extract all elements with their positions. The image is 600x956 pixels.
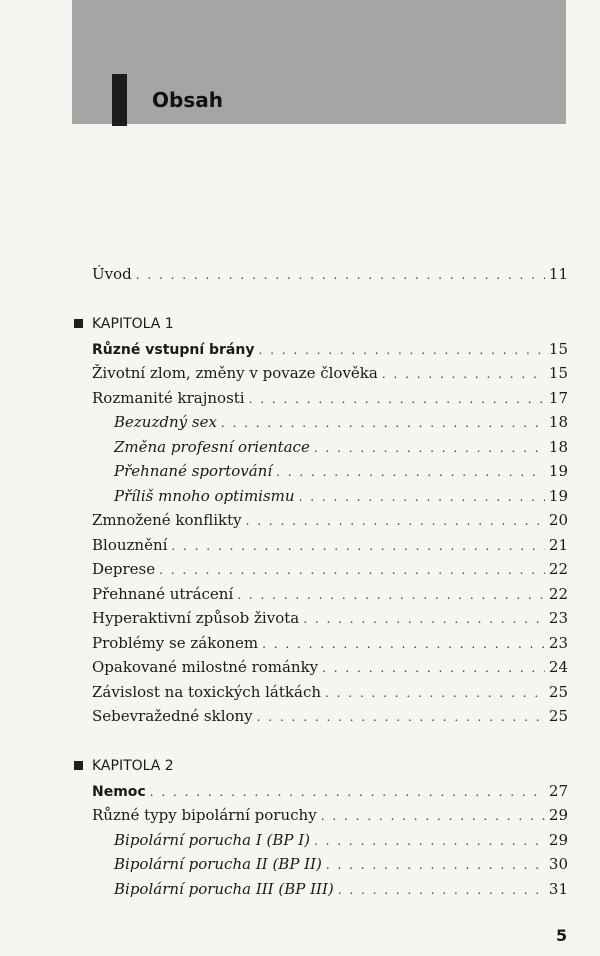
toc-entry-label: Bipolární porucha I (BP I)	[114, 830, 311, 849]
chapter-label: KAPITOLA 2	[92, 757, 174, 774]
toc-entry-label: Bezuzdný sex	[114, 413, 217, 431]
toc-entry-page: 19	[548, 486, 568, 505]
dot-leader	[321, 804, 545, 829]
toc-entry-page: 30	[548, 855, 568, 873]
toc-entry-page: 18	[548, 437, 568, 456]
toc-entry-page: 20	[548, 511, 568, 529]
dot-leader	[326, 853, 545, 878]
page-number: 5	[556, 926, 568, 945]
chapter-label: KAPITOLA 1	[92, 315, 174, 332]
toc-entry	[92, 508, 568, 533]
toc-entry	[92, 828, 568, 853]
toc-entry	[92, 484, 568, 509]
square-bullet-icon	[74, 319, 83, 328]
dot-leader	[257, 705, 545, 730]
dot-leader	[314, 829, 545, 854]
chapter-heading	[92, 753, 568, 779]
toc-entry-label: Příliš mnoho optimismu	[114, 486, 295, 505]
square-bullet-icon	[74, 761, 83, 770]
toc-entry-label: Přehnané sportování	[114, 462, 273, 480]
toc-entry-page: 29	[548, 830, 568, 849]
toc-entry-page: 25	[548, 707, 568, 725]
toc-entry-label: Deprese	[92, 560, 156, 578]
toc-entry	[92, 435, 568, 460]
toc-entry-page: 21	[548, 535, 568, 554]
toc-entry-page: 11	[548, 265, 568, 283]
dot-leader	[159, 558, 545, 583]
toc-entry-page: 18	[548, 413, 568, 431]
toc-entry-label: Sebevražedné sklony	[92, 707, 253, 725]
toc-entry-label: Opakované milostné románky	[92, 658, 319, 676]
toc-entry-page: 27	[548, 781, 568, 800]
dot-leader	[221, 411, 545, 436]
toc-entry-label: Nemoc	[92, 783, 146, 800]
dot-leader	[246, 509, 545, 534]
toc-entry-page: 19	[548, 462, 568, 480]
toc-entry	[92, 557, 568, 582]
toc-entry	[92, 704, 568, 729]
toc-entry-page: 23	[548, 609, 568, 627]
chapter-spacer	[92, 287, 568, 311]
toc-entry-label: Různé vstupní brány	[92, 341, 255, 358]
toc-entry	[92, 337, 568, 362]
dot-leader	[299, 485, 545, 510]
page-title: Obsah	[152, 88, 223, 112]
toc-entry	[92, 410, 568, 435]
toc-entry-page: 23	[548, 633, 568, 652]
toc-entry	[92, 655, 568, 680]
dot-leader	[237, 583, 545, 608]
toc-entry-label: Hyperaktivní způsob života	[92, 609, 300, 627]
dot-leader	[325, 681, 545, 706]
toc-entry-label: Úvod	[92, 265, 132, 283]
table-of-contents	[92, 262, 568, 901]
dot-leader	[276, 460, 545, 485]
dot-leader	[150, 780, 545, 805]
toc-entry	[92, 262, 568, 287]
toc-entry	[92, 582, 568, 607]
toc-entry-page: 29	[548, 806, 568, 824]
toc-entry-label: Různé typy bipolární poruchy	[92, 806, 317, 824]
toc-entry	[92, 680, 568, 705]
toc-entry-label: Bipolární porucha II (BP II)	[114, 855, 322, 873]
header-band	[72, 0, 566, 124]
toc-entry	[92, 877, 568, 902]
toc-entry-label: Přehnané utrácení	[92, 584, 234, 603]
toc-entry-label: Zmnožené konflikty	[92, 511, 242, 529]
header-accent-bar	[112, 74, 127, 126]
dot-leader	[322, 656, 545, 681]
toc-entry-page: 15	[548, 339, 568, 358]
toc-entry-label: Závislost na toxických látkách	[92, 682, 321, 701]
toc-entry-label: Změna profesní orientace	[114, 437, 310, 456]
toc-entry	[92, 533, 568, 558]
toc-entry-label: Rozmanité krajnosti	[92, 388, 245, 407]
dot-leader	[262, 632, 545, 657]
toc-entry-label: Bipolární porucha III (BP III)	[114, 879, 334, 898]
toc-entry-label: Blouznění	[92, 535, 168, 554]
toc-entry-page: 22	[548, 560, 568, 578]
dot-leader	[249, 387, 545, 412]
toc-entry-page: 15	[548, 364, 568, 382]
toc-entry	[92, 631, 568, 656]
toc-entry-page: 31	[548, 879, 568, 898]
toc-entry	[92, 803, 568, 828]
toc-entry-label: Životní zlom, změny v povaze člověka	[92, 364, 378, 382]
toc-entry	[92, 361, 568, 386]
toc-entry	[92, 386, 568, 411]
dot-leader	[258, 338, 544, 363]
toc-entry-page: 17	[548, 388, 568, 407]
dot-leader	[171, 534, 544, 559]
dot-leader	[314, 436, 545, 461]
toc-entry	[92, 779, 568, 804]
dot-leader	[303, 607, 545, 632]
toc-entry	[92, 459, 568, 484]
chapter-heading	[92, 311, 568, 337]
toc-entry-label: Problémy se zákonem	[92, 633, 259, 652]
toc-entry	[92, 606, 568, 631]
dot-leader	[338, 878, 545, 903]
toc-entry-page: 25	[548, 682, 568, 701]
chapter-spacer	[92, 729, 568, 753]
toc-entry	[92, 852, 568, 877]
toc-entry-page: 24	[548, 658, 568, 676]
dot-leader	[136, 263, 545, 288]
dot-leader	[382, 362, 545, 387]
toc-entry-page: 22	[548, 584, 568, 603]
